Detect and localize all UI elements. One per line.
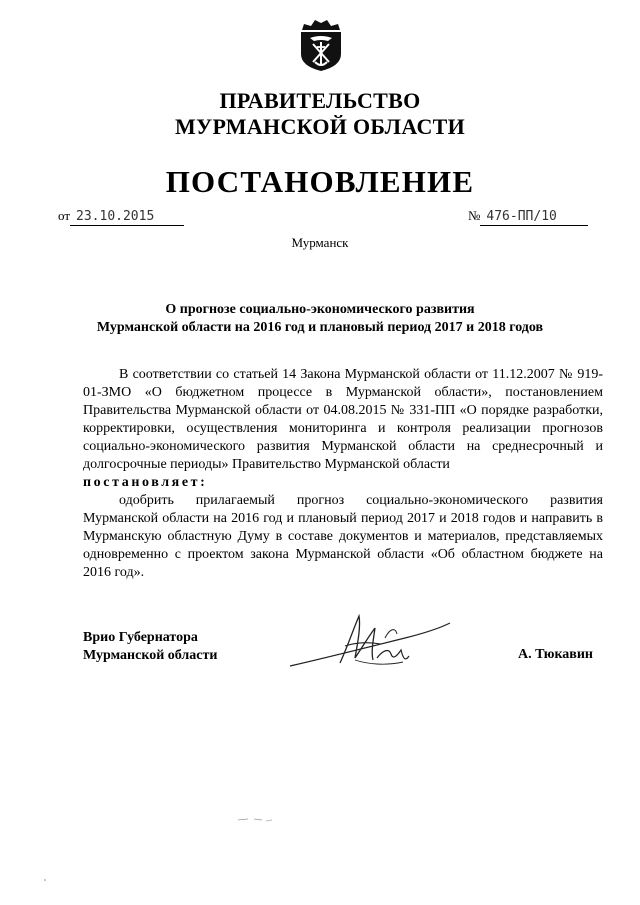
document-date-row: [58, 208, 184, 226]
authority-line-1: ПРАВИТЕЛЬСТВО: [219, 88, 421, 113]
body-paragraph-1: В соответствии со статьей 14 Закона Мурманской области от 11.12.2007 № 919-01-ЗМО «О бюджетном процессе в Мурманской области», постановлением Правительства Мурманской области от 04.08.2015 № 331-ПП «О порядке разработки, корректировки, осуществления мониторинга и контроля реализации прогнозов социально-экономического развития Мурманской области на среднесрочный и долгосрочные периоды» Правительство Мурманской области: [83, 367, 603, 472]
signer-title-line-2: Мурманской области: [83, 648, 218, 663]
document-subject: [0, 301, 640, 337]
handwritten-signature-icon: [285, 608, 455, 674]
decree-word: постановляет:: [83, 475, 208, 490]
issuing-authority: [0, 88, 640, 140]
document-body: [83, 366, 603, 582]
document-date: 23.10.2015: [70, 209, 184, 226]
body-paragraph-2: одобрить прилагаемый прогноз социально-экономического развития Мурманской области на 2016 год и плановый период 2017 и 2018 годов и направить в Мурманскую областную Думу в составе документов и материалов, представляемых одновременно с проектом закона Мурманской области «Об областном бюджете на 2016 год».: [83, 493, 603, 580]
document-city: Мурманск: [291, 235, 349, 250]
authority-line-2: МУРМАНСКОЙ ОБЛАСТИ: [174, 114, 466, 139]
number-prefix: №: [468, 208, 481, 223]
document-number-row: [468, 208, 588, 226]
document-number: 476-ПП/10: [480, 209, 588, 226]
date-prefix: от: [58, 208, 71, 223]
document-type-title: ПОСТАНОВЛЕНИЕ: [165, 164, 475, 199]
signer-title: [83, 629, 217, 665]
coat-of-arms-icon: [296, 14, 346, 72]
subject-line-2: Мурманской области на 2016 год и плановый период 2017 и 2018 годов: [96, 320, 544, 335]
signer-title-line-1: Врио Губернатора: [83, 630, 198, 645]
signer-name: А. Тюкавин: [518, 647, 593, 662]
subject-line-1: О прогнозе социально-экономического развития: [165, 302, 475, 317]
